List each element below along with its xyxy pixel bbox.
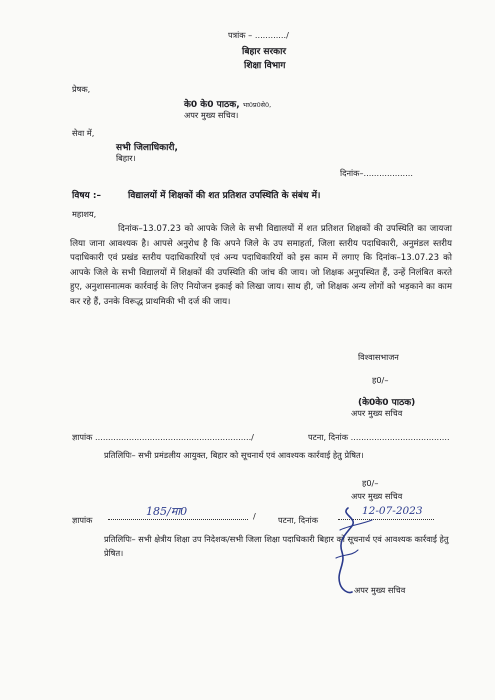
date-line: दिनांक–................... [340,168,413,178]
memo1-copy: प्रतिलिपिः– सभी प्रमंडलीय आयुक्त, बिहार को सूचनार्थ एवं आवश्यक कार्रवाई हेतु प्रेषित। [104,450,364,460]
closing-signed: ह0/– [372,375,389,385]
sender-label: प्रेषक, [72,84,91,94]
memo1-gyapank: ज्ञापांक ............................................................/ [72,432,254,442]
recipient-label: सेवा में, [72,128,95,138]
closing-designation: अपर मुख्य सचिव [351,408,403,418]
memo1-patna: पटना, दिनांक ...................................... [308,432,450,442]
memo2-patna: पटना, दिनांक [278,515,319,525]
govt-name: बिहार सरकार [242,47,287,57]
memo2-designation: अपर मुख्य सचिव [354,585,406,595]
sender-service: भा0प्र0से0, [242,101,272,109]
subject-label: विषय :– [72,191,101,201]
recipient-place: बिहार। [116,153,136,163]
salutation: महाशय, [72,209,97,219]
sender-name-text: के0 के0 पाठक, [184,100,240,110]
memo1-signed: ह0/– [362,478,379,488]
memo1-designation: अपर मुख्य सचिव [351,491,403,501]
sender-name [184,97,271,110]
patrank: पत्रांक – ............/ [228,30,289,40]
memo2-copy: प्रतिलिपिः– सभी क्षेत्रीय शिक्षा उप निदेशक/सभी जिला शिक्षा पदाधिकारी बिहार को सूचनार्थ एवं आवश्यक कार्रवाई हेतु प्रेषित। [104,534,449,558]
letter-body: दिनांक–13.07.23 को आपके जिले के सभी विद्यालयों में शत प्रतिशत शिक्षकों की उपस्थिति का जायजा लिया जाना आवश्यक है। आपसे अनुरोध है कि अपने जिले के उप समाहर्ता, जिला स्तरीय पदाधिकारी, अनुमंडल स्तरीय पदाधिकारी एवं प्रखंड स्तरीय पदाधिकारियों एवं अन्य पदाधिकारियों को इस काम में लगाए कि दिनांक–13.07.23 को आपके जिले के सभी विद्यालयों में शिक्षकों की उपस्थिति की जांच की जाय। जो शिक्षक अनुपस्थित हैं, उन्हें निलंबित करते हुए, अनुशासनात्मक कार्रवाई के लिए नियोजन इकाई को लिखा जाय। साथ ही, जो शिक्षक अन्य लोगों को भड़काने का काम कर रहे हैं, उनके विरूद्ध प्राथमिकी भी दर्ज की जाय। [70,224,452,307]
memo2-gyapank-handwritten: 185/मा0 [146,505,188,518]
memo2-gyapank-label: ज्ञापांक [72,515,93,525]
subject-text: विद्यालयों में शिक्षकों की शत प्रतिशत उपस्थिति के संबंध में। [128,191,321,201]
closing-faithful: विश्वासभाजन [358,352,399,362]
memo2-slash: / [253,511,256,521]
memo2-date-handwritten: 12-07-2023 [362,505,423,517]
dept-name: शिक्षा विभाग [244,61,286,71]
recipient-name: सभी जिलाधिकारी, [116,143,178,153]
sender-designation: अपर मुख्य सचिव। [184,110,239,120]
memo2-gyapank-line [108,519,248,520]
closing-name: (के0के0 पाठक) [358,398,416,408]
